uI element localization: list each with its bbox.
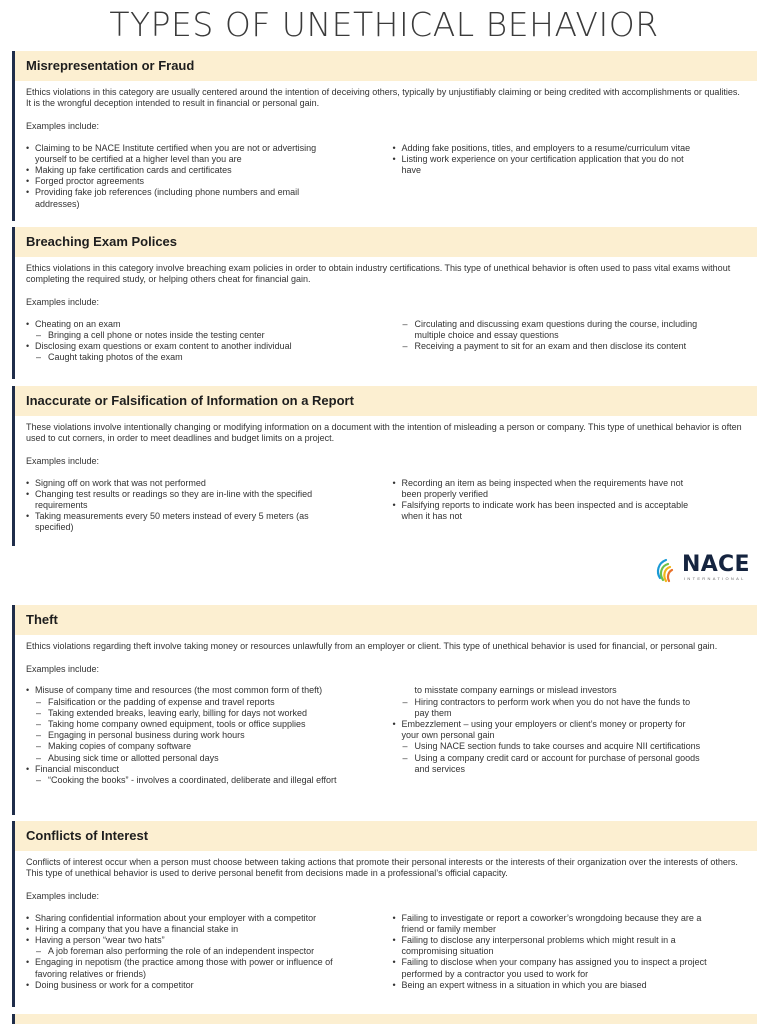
list-item: favoring relatives or friends) xyxy=(35,968,147,979)
list-item: – Using a company credit card or account for purchase of personal goods xyxy=(393,753,746,764)
list-item: performed by a contractor you used to work for xyxy=(401,968,589,979)
list-item: – Making copies of company software xyxy=(26,741,379,752)
list-item: • Cheating on an exam xyxy=(26,319,379,330)
section-falsification xyxy=(12,386,757,546)
list-item: compromising situation xyxy=(401,946,494,957)
list-item: • Signing off on work that was not performed xyxy=(26,478,379,489)
list-item: • Forged proctor agreements xyxy=(26,176,379,187)
page-title: TYPES OF UNETHICAL BEHAVIOR xyxy=(109,5,659,44)
section-heading: Misrepresentation or Fraud xyxy=(15,51,757,81)
list-item: multiple choice and essay questions xyxy=(414,329,559,340)
list-item: • Engaging in nepotism (the practice among those with power or influence of xyxy=(26,957,379,968)
list-item: – Receiving a payment to sit for an exam and then disclose its content xyxy=(393,341,746,352)
examples-label: Examples include: xyxy=(26,456,100,467)
list-item: addresses) xyxy=(35,198,80,209)
list-item: and services xyxy=(414,763,466,774)
list-item: – Taking extended breaks, leaving early, billing for days not worked xyxy=(26,708,379,719)
section-heading: Conflicts of Interest xyxy=(15,821,757,851)
section-heading: Theft xyxy=(15,605,757,635)
section-intro: Ethics violations regarding theft involve taking money or resources unlawfully from an employer or client. This type of unethical behavior is used for financial, or personal gain. xyxy=(26,641,718,651)
list-item: • Failing to investigate or report a coworker’s wrongdoing because they are a xyxy=(393,913,746,924)
list-item: • Doing business or work for a competitor xyxy=(26,980,379,991)
list-item: • Being an expert witness in a situation in which you are biased xyxy=(393,980,746,991)
list-item: – Engaging in personal business during work hours xyxy=(26,730,379,741)
section-heading-partial xyxy=(15,1014,757,1024)
examples-label: Examples include: xyxy=(26,891,100,902)
list-item: • Failing to disclose any interpersonal problems which might result in a xyxy=(393,935,746,946)
list-item: yourself to be certified at a higher level than you are xyxy=(35,153,242,164)
list-item: • Listing work experience on your certification application that you do not xyxy=(393,154,746,165)
examples-label: Examples include: xyxy=(26,121,100,132)
list-item: – A job foreman also performing the role of an independent inspector xyxy=(26,946,379,957)
list-item: • Adding fake positions, titles, and employers to a resume/curriculum vitae xyxy=(393,143,746,154)
list-item: – Taking home company owned equipment, tools or office supplies xyxy=(26,719,379,730)
list-item: • Falsifying reports to indicate work has been inspected and is acceptable xyxy=(393,500,746,511)
list-item: when it has not xyxy=(401,511,463,522)
examples-label: Examples include: xyxy=(26,297,100,308)
list-item: – “Cooking the books” - involves a coordinated, deliberate and illegal effort xyxy=(26,775,379,786)
list-item: friend or family member xyxy=(401,923,497,934)
list-item: • Making up fake certification cards and certificates xyxy=(26,165,379,176)
list-item: • Having a person “wear two hats” xyxy=(26,935,379,946)
list-item: • Disclosing exam questions or exam content to another individual xyxy=(26,341,379,352)
examples-label: Examples include: xyxy=(26,664,100,675)
list-item: – Hiring contractors to perform work when you do not have the funds to xyxy=(393,697,746,708)
section-theft xyxy=(12,605,757,815)
section-heading: Breaching Exam Polices xyxy=(15,227,757,257)
list-item: – Circulating and discussing exam questions during the course, including xyxy=(393,319,746,330)
list-item: • Financial misconduct xyxy=(26,764,379,775)
list-item: have xyxy=(401,165,422,176)
list-item: • Embezzlement – using your employers or client’s money or property for xyxy=(393,719,746,730)
list-item: – Falsification or the padding of expense and travel reports xyxy=(26,697,379,708)
section-intro: Ethics violations in this category involve breaching exam policies in order to obtain industry certifications. This type of unethical behavior is often used to pass vital exams without completing the required study, or helping others cheat for financial gain. xyxy=(26,263,731,285)
logo-wordmark: NACE xyxy=(682,552,750,577)
section-heading: Inaccurate or Falsification of Information on a Report xyxy=(15,386,757,416)
list-item: • Claiming to be NACE Institute certified when you are not or advertising xyxy=(26,143,379,154)
list-item: – Using NACE section funds to take courses and acquire NII certifications xyxy=(393,741,746,752)
section-intro: These violations involve intentionally changing or modifying information on a document with the intention of misleading a person or company. This type of unethical behavior is often used to cut corners, in order to meet deadlines and budget limits on a project. xyxy=(26,422,742,444)
section-intro: Conflicts of interest occur when a person must choose between taking actions that promote their personal interests or the interests of their organization over the interests of others. This type of unethical behavior is used to derive personal benefit from decisions made in a professional’s official capacity. xyxy=(26,857,738,879)
list-item: requirements xyxy=(35,500,88,511)
list-item: to misstate company earnings or mislead investors xyxy=(414,685,617,696)
list-item: • Misuse of company time and resources (the most common form of theft) xyxy=(26,685,379,696)
list-item: • Providing fake job references (including phone numbers and email xyxy=(26,187,379,198)
section-intro: Ethics violations in this category are usually centered around the intention of deceiving others, typically by unjustifiably claiming or being credited with accomplishments or qualities. It is the wrongful deception intended to result in financial or personal gain. xyxy=(26,87,740,109)
nace-logo xyxy=(652,552,756,584)
list-item: • Sharing confidential information about your employer with a competitor xyxy=(26,913,379,924)
list-item: been properly verified xyxy=(401,488,489,499)
section-next-partial xyxy=(12,1014,757,1024)
list-item: your own personal gain xyxy=(401,730,495,741)
list-item: – Caught taking photos of the exam xyxy=(26,352,379,363)
list-item: • Taking measurements every 50 meters instead of every 5 meters (as xyxy=(26,511,379,522)
section-misrepresentation xyxy=(12,51,757,221)
list-item: • Failing to disclose when your company has assigned you to inspect a project xyxy=(393,957,746,968)
list-item: • Changing test results or readings so they are in-line with the specified xyxy=(26,489,379,500)
list-item: • Hiring a company that you have a financial stake in xyxy=(26,924,379,935)
list-item: • Recording an item as being inspected when the requirements have not xyxy=(393,478,746,489)
list-item: pay them xyxy=(414,707,452,718)
nace-swirl-icon xyxy=(652,554,682,584)
logo-subtext: INTERNATIONAL xyxy=(684,576,746,581)
list-item: specified) xyxy=(35,522,74,533)
section-breaching-exam xyxy=(12,227,757,379)
list-item: – Abusing sick time or allotted personal days xyxy=(26,753,379,764)
section-conflicts-of-interest xyxy=(12,821,757,1007)
list-item: – Bringing a cell phone or notes inside the testing center xyxy=(26,330,379,341)
